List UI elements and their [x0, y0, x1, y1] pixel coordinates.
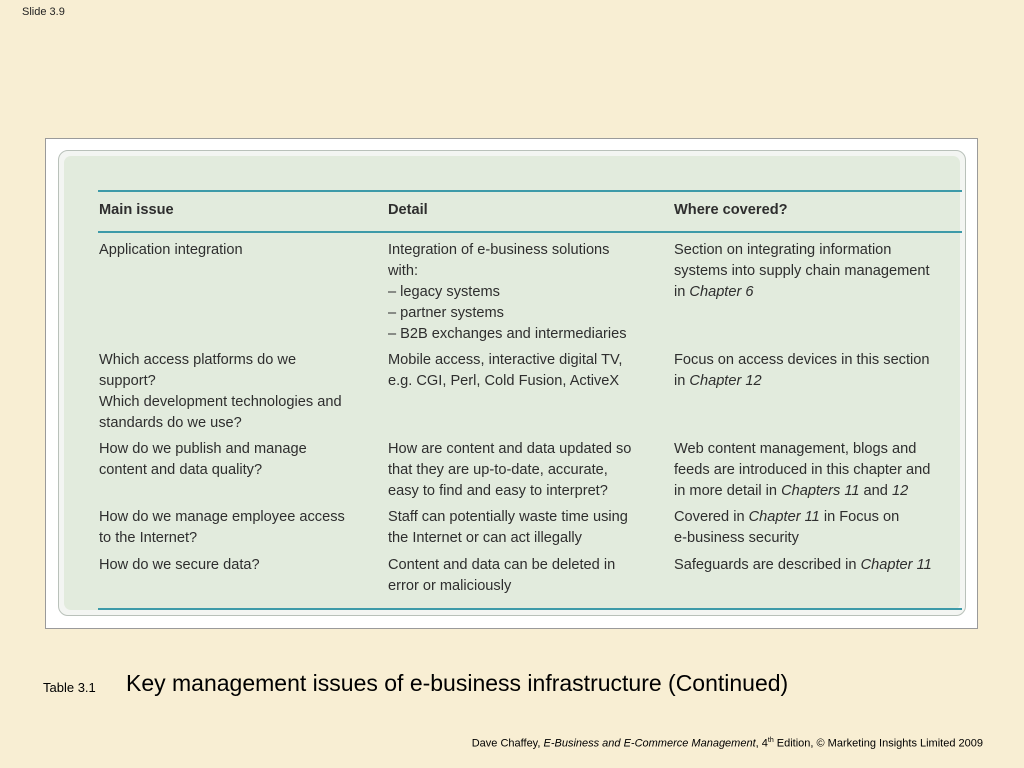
caption-title: Key management issues of e-business infrastructure (Continued)	[126, 670, 789, 696]
row-5-covered: Safeguards are described in Chapter 11	[674, 557, 932, 573]
footer-edition-suffix: th	[767, 737, 774, 744]
row-3-detail: How are content and data updated so that they are up-to-date, accurate, easy to find and easy to interpret?	[388, 441, 632, 499]
header-top-rule	[98, 190, 962, 192]
header-where-covered: Where covered?	[674, 202, 788, 218]
row-3-covered: Web content management, blogs and feeds are introduced in this chapter and in more detail in Chapters 11 and 12	[674, 441, 931, 499]
row-4-issue: How do we manage employee access to the Internet?	[99, 509, 345, 546]
footer-copyright: Edition, © Marketing Insights Limited 2009	[773, 737, 983, 750]
caption-label: Table 3.1	[43, 680, 96, 695]
header-main-issue: Main issue	[99, 202, 174, 218]
slide-number: Slide 3.9	[22, 6, 65, 18]
footer-author: Dave Chaffey,	[471, 737, 544, 750]
row-5-detail: Content and data can be deleted in error or maliciously	[388, 557, 616, 594]
table-panel-inner	[64, 156, 960, 610]
header-detail: Detail	[388, 202, 428, 218]
header-bottom-rule	[98, 231, 962, 233]
row-2-covered: Focus on access devices in this section in Chapter 12	[674, 352, 930, 389]
footer-citation	[472, 737, 983, 750]
footer-book-title: E-Business and E-Commerce Management	[543, 737, 756, 750]
footer-edition: , 4	[755, 737, 768, 750]
row-1-covered: Section on integrating information systems into supply chain management in Chapter 6	[674, 242, 930, 300]
table-panel	[58, 150, 966, 616]
row-4-detail: Staff can potentially waste time using the Internet or can act illegally	[388, 509, 628, 546]
row-2-issue: Which access platforms do we support? Which development technologies and standards do we use?	[99, 352, 342, 431]
table-bottom-rule	[98, 608, 962, 610]
row-2-detail: Mobile access, interactive digital TV, e.g. CGI, Perl, Cold Fusion, ActiveX	[388, 352, 623, 389]
row-5-issue: How do we secure data?	[99, 557, 260, 573]
row-1-issue: Application integration	[99, 242, 243, 258]
table-frame	[45, 138, 978, 629]
row-1-detail: Integration of e-business solutions with: – legacy systems – partner systems – B2B exchanges and intermediaries	[388, 242, 627, 342]
row-3-issue: How do we publish and manage content and data quality?	[99, 441, 307, 478]
row-4-covered: Covered in Chapter 11 in Focus on e-business security	[674, 509, 900, 546]
